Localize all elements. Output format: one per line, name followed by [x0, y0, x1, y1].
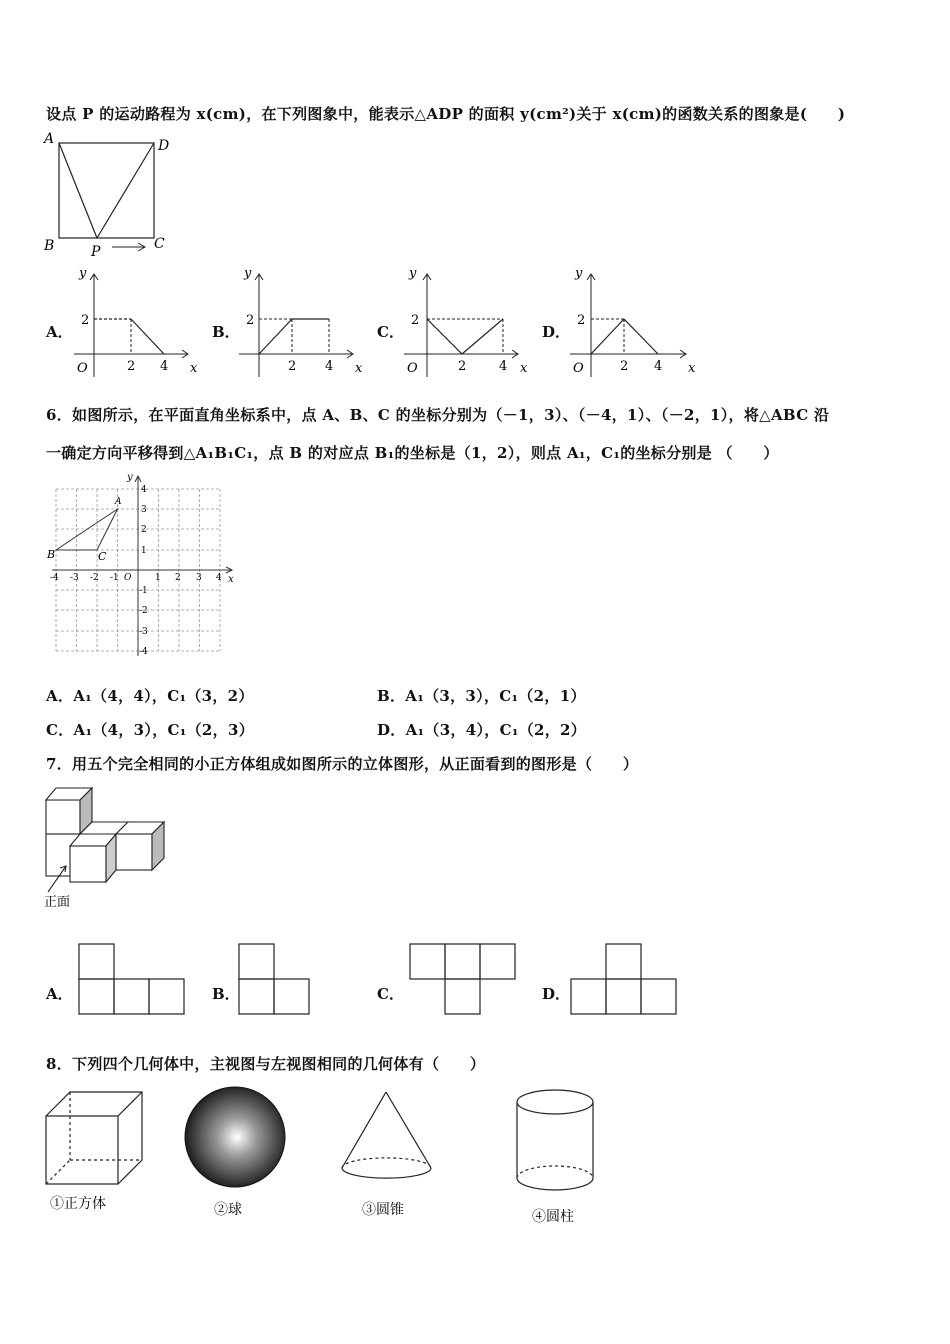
q6-option-a[interactable]: A．A₁（4，4），C₁（3，2） — [46, 687, 254, 705]
x-tick: -3 — [70, 573, 79, 583]
q6-option-d[interactable]: D．A₁（3，4），C₁（2，2） — [377, 721, 587, 739]
q8-solids-figure — [40, 1080, 610, 1230]
q5-graph-d[interactable] — [566, 262, 701, 380]
y-tick: -4 — [139, 647, 148, 657]
x-tick: 3 — [196, 573, 202, 583]
q8-stem: 8．下列四个几何体中，主视图与左视图相同的几何体有（ ） — [46, 1055, 486, 1073]
q7-stem: 7．用五个完全相同的小正方体组成如图所示的立体图形，从正面看到的图形是（ ） — [46, 755, 639, 773]
x-tick: 4 — [216, 573, 222, 583]
x-tick-2: 2 — [620, 359, 629, 374]
q7-option-c-label[interactable]: C． — [377, 985, 404, 1003]
y-tick-2: 2 — [246, 313, 255, 328]
q7-option-d-label[interactable]: D． — [542, 985, 571, 1003]
q6-stem-line2: 一确定方向平移得到△A₁B₁C₁，点 B 的对应点 B₁的坐标是（1，2），则点 A₁，C₁的坐标分别是 （ ） — [46, 444, 779, 462]
axis-x-label: x — [688, 361, 696, 376]
q6-stem-line1: 6．如图所示，在平面直角坐标系中，点 A、B、C 的坐标分别为（－1，3）、（－4，1）、（－2，1），将△ABC 沿 — [46, 406, 830, 424]
front-view-label: 正面 — [44, 895, 71, 910]
x-tick-4: 4 — [160, 359, 169, 374]
y-tick: -3 — [139, 627, 148, 637]
cone-solid — [342, 1092, 431, 1178]
q5-graph-b[interactable] — [235, 262, 370, 380]
axis-y-label: y — [575, 266, 583, 281]
q5-option-a-label[interactable]: A． — [46, 323, 73, 341]
axis-y-label: y — [244, 266, 252, 281]
q6-option-c[interactable]: C．A₁（4，3），C₁（2，3） — [46, 721, 255, 739]
x-tick-2: 2 — [127, 359, 136, 374]
q7-option-a-label[interactable]: A． — [46, 985, 73, 1003]
cylinder-solid — [517, 1090, 593, 1190]
axis-x-label: x — [228, 574, 234, 585]
label-p: P — [91, 244, 101, 260]
origin-label: O — [77, 361, 88, 376]
axis-y-label: y — [79, 266, 87, 281]
q5-square-figure — [40, 130, 190, 260]
x-tick-2: 2 — [458, 359, 467, 374]
label-b: B — [44, 238, 55, 254]
q7-view-a[interactable] — [74, 940, 189, 1020]
sphere-solid — [185, 1087, 285, 1187]
cube-solid — [46, 1092, 142, 1184]
point-c-label: C — [98, 550, 107, 563]
x-tick: 2 — [175, 573, 181, 583]
y-tick: -2 — [139, 606, 148, 616]
q6-option-b[interactable]: B．A₁（3，3），C₁（2，1） — [377, 687, 586, 705]
y-tick: -1 — [139, 586, 148, 596]
y-tick: 3 — [141, 505, 147, 515]
y-tick: 1 — [141, 546, 147, 556]
axis-y-label: y — [409, 266, 417, 281]
q7-view-b[interactable] — [235, 940, 315, 1020]
label-a: A — [44, 131, 55, 147]
axis-x-label: x — [520, 361, 528, 376]
q7-view-c[interactable] — [405, 940, 523, 1020]
q5-option-b-label[interactable]: B． — [212, 323, 240, 341]
q6-coordinate-grid — [40, 468, 240, 658]
axis-x-label: x — [355, 361, 363, 376]
x-tick-4: 4 — [499, 359, 508, 374]
x-tick: 1 — [155, 573, 161, 583]
x-tick: -4 — [50, 573, 59, 583]
q5-option-d-label[interactable]: D． — [542, 323, 571, 341]
q7-cube-figure — [40, 782, 175, 912]
solid-label-cone: ③圆锥 — [362, 1202, 404, 1218]
x-tick-2: 2 — [288, 359, 297, 374]
point-b-label: B — [47, 548, 56, 561]
axis-y-label: y — [127, 472, 133, 483]
q5-graph-a[interactable] — [70, 262, 205, 380]
y-tick-2: 2 — [81, 313, 90, 328]
q7-option-b-label[interactable]: B． — [212, 985, 240, 1003]
origin-label: O — [573, 361, 584, 376]
q5-stem: 设点 P 的运动路程为 x(cm)，在下列图象中，能表示△ADP 的面积 y(cm²)关于 x(cm)的函数关系的图象是( ) — [46, 105, 846, 123]
q5-graph-c[interactable] — [400, 262, 535, 380]
x-tick-4: 4 — [325, 359, 334, 374]
label-c: C — [154, 236, 165, 252]
label-d: D — [158, 138, 170, 154]
point-a-label: A — [115, 497, 122, 507]
y-tick-2: 2 — [577, 313, 586, 328]
y-tick-2: 2 — [411, 313, 420, 328]
x-tick-4: 4 — [654, 359, 663, 374]
solid-label-cylinder: ④圆柱 — [532, 1209, 574, 1225]
q7-view-d[interactable] — [566, 940, 681, 1020]
y-tick: 2 — [141, 525, 147, 535]
solid-label-sphere: ②球 — [214, 1202, 242, 1218]
origin-label: O — [407, 361, 418, 376]
solid-label-cube: ①正方体 — [50, 1196, 106, 1212]
axis-x-label: x — [190, 361, 198, 376]
x-tick: -1 — [110, 573, 119, 583]
origin-label: O — [124, 573, 132, 583]
y-tick: 4 — [141, 485, 147, 495]
q5-option-c-label[interactable]: C． — [377, 323, 404, 341]
x-tick: -2 — [90, 573, 99, 583]
